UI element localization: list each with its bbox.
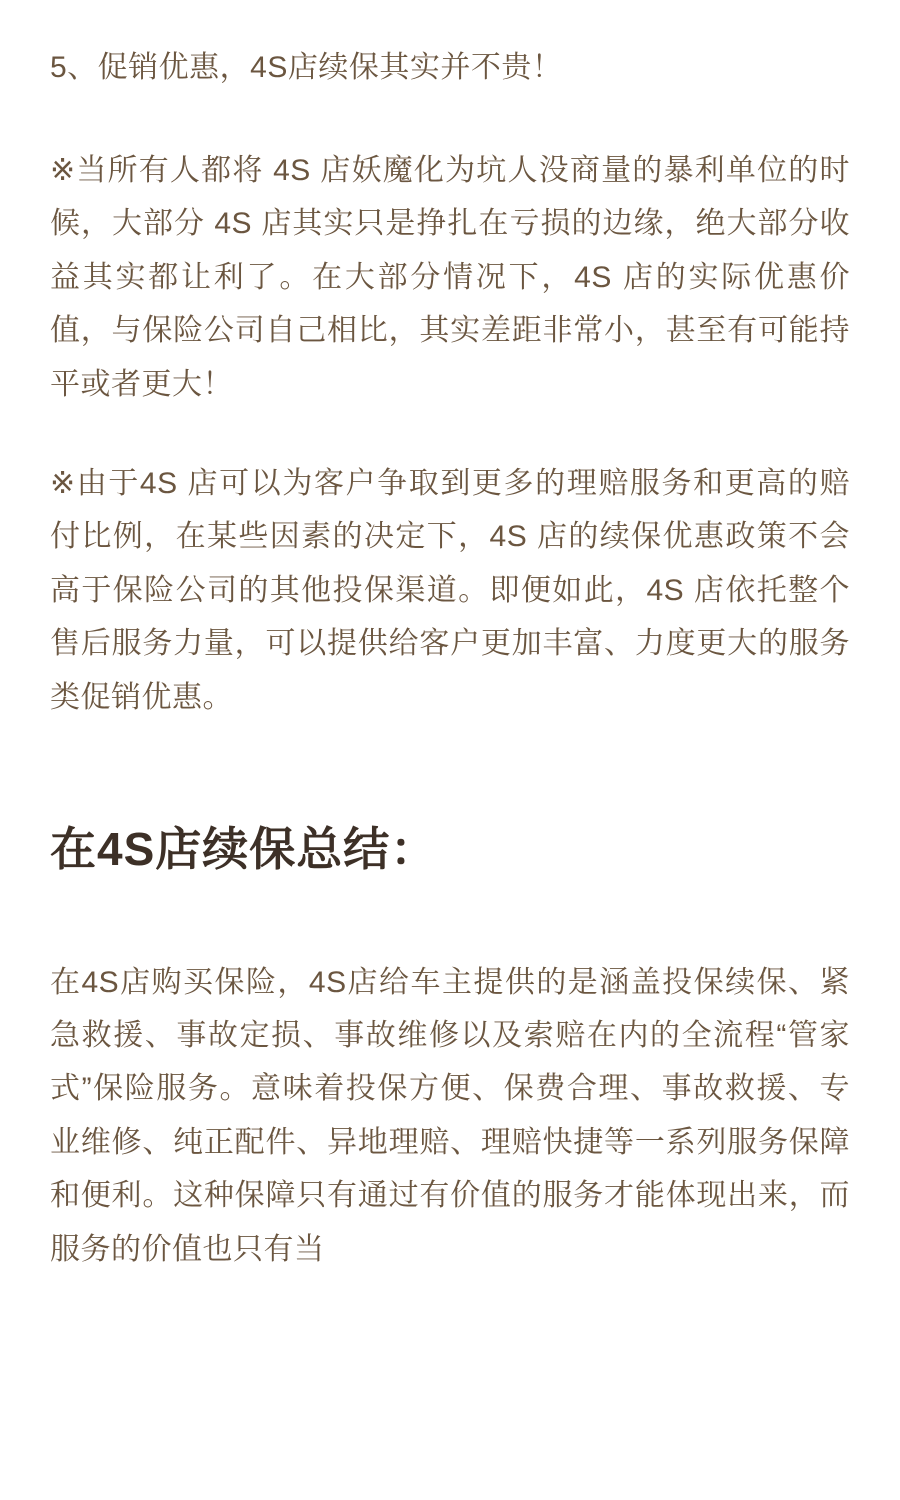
- spacer: [50, 880, 850, 956]
- list-item-heading-5: 5、促销优惠，4S店续保其实并不贵！: [50, 51, 563, 84]
- paragraph-note-2: ※由于4S 店可以为客户争取到更多的理赔服务和更高的赔付比例，在某些因素的决定下，4S 店的续保优惠政策不会高于保险公司的其他投保渠道。即便如此，4S 店依托整个售后服务力量，可以提供给客户更加丰富、力度更大的服务类促销优惠。: [50, 466, 850, 714]
- paragraph-summary: 在4S店购买保险，4S店给车主提供的是涵盖投保续保、紧急救援、事故定损、事故维修以及索赔在内的全流程“管家式”保险服务。意味着投保方便、保费合理、事故救援、专业维修、纯正配件、异地理赔、理赔快捷等一系列服务保障和便利。这种保障只有通过有价值的服务才能体现出来，而服务的价值也只有当: [50, 965, 850, 1266]
- spacer: [50, 724, 850, 820]
- spacer: [50, 92, 850, 144]
- section-title-summary: 在4S店续保总结：: [50, 822, 438, 875]
- paragraph-note-1: ※当所有人都将 4S 店妖魔化为坑人没商量的暴利单位的时候，大部分 4S 店其实只是挣扎在亏损的边缘，绝大部分收益其实都让利了。在大部分情况下，4S 店的实际优惠价值，与保险公司自己相比，其实差距非常小，甚至有可能持平或者更大！: [50, 154, 850, 401]
- spacer: [50, 411, 850, 457]
- page-fade-overlay: [0, 1430, 900, 1500]
